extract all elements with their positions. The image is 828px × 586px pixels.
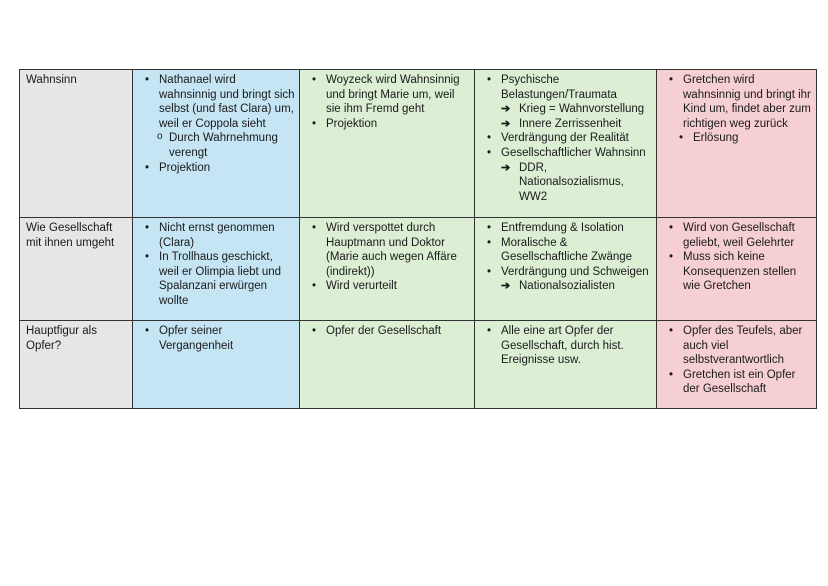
list-item: • Moralische & Gesellschaftliche Zwänge (481, 236, 652, 265)
list-item: • Nicht ernst genommen (Clara) (139, 221, 295, 250)
comparison-table (19, 69, 817, 409)
table-body (20, 70, 817, 409)
list-item: • Entfremdung & Isolation (481, 221, 652, 236)
row-label: Hauptfigur als Opfer? (20, 321, 133, 409)
list-item: • Wird verurteilt (306, 279, 470, 294)
list-item: • Gretchen ist ein Opfer der Gesellschaft (663, 368, 812, 397)
bullet-list (306, 324, 470, 339)
table-cell (300, 70, 475, 218)
table-row-opfer (20, 321, 817, 409)
list-item: • Woyzeck wird Wahnsinnig und bringt Marie um, weil sie ihm Fremd geht (306, 73, 470, 117)
arrow-list-item: ➔ DDR, Nationalsozialismus, WW2 (481, 161, 652, 205)
list-item: • Wird verspottet durch Hauptmann und Doktor (Marie auch wegen Affäre (indirekt)) (306, 221, 470, 279)
table-cell (657, 321, 817, 409)
list-item: • Nathanael wird wahnsinnig und bringt sich selbst (und fast Clara) um, weil er Coppola sieht (139, 73, 295, 131)
list-item: • Gesellschaftlicher Wahnsinn (481, 146, 652, 161)
bullet-list (306, 221, 470, 294)
arrow-list-item: ➔ Innere Zerrissenheit (481, 117, 652, 132)
bullet-list (139, 73, 295, 175)
sub-list-item: o Durch Wahrnehmung verengt (139, 131, 295, 160)
table-cell (133, 321, 300, 409)
arrow-list-item: ➔ Krieg = Wahnvorstellung (481, 102, 652, 117)
table-row-gesellschaft (20, 218, 817, 321)
list-item: • Opfer der Gesellschaft (306, 324, 470, 339)
table-cell (657, 218, 817, 321)
table-cell (133, 218, 300, 321)
list-item: • Gretchen wird wahnsinnig und bringt ihr Kind um, findet aber zum richtigen weg zurück (663, 73, 812, 131)
bullet-list (481, 324, 652, 368)
table-cell (657, 70, 817, 218)
list-item: • Verdrängung der Realität (481, 131, 652, 146)
table-cell (475, 218, 657, 321)
list-item: • Verdrängung und Schweigen (481, 265, 652, 280)
list-item: • Projektion (139, 161, 295, 176)
row-label: Wie Gesellschaft mit ihnen umgeht (20, 218, 133, 321)
table-cell (475, 70, 657, 218)
list-item: • Opfer des Teufels, aber auch viel selbstverantwortlich (663, 324, 812, 368)
table-cell (475, 321, 657, 409)
bullet-list (663, 221, 812, 294)
list-item: • Alle eine art Opfer der Gesellschaft, durch hist. Ereignisse usw. (481, 324, 652, 368)
list-item: • Psychische Belastungen/Traumata (481, 73, 652, 102)
bullet-list (139, 324, 295, 353)
bullet-list (663, 73, 812, 146)
list-item: • Wird von Gesellschaft geliebt, weil Gelehrter (663, 221, 812, 250)
list-item: • In Trollhaus geschickt, weil er Olimpia liebt und Spalanzani erwürgen wollte (139, 250, 295, 308)
bullet-list (481, 221, 652, 294)
list-item: • Erlösung (663, 131, 812, 146)
table-row-wahnsinn (20, 70, 817, 218)
table-cell (133, 70, 300, 218)
bullet-list (139, 221, 295, 309)
table-cell (300, 218, 475, 321)
list-item: • Projektion (306, 117, 470, 132)
table-cell (300, 321, 475, 409)
bullet-list (663, 324, 812, 397)
arrow-list-item: ➔ Nationalsozialisten (481, 279, 652, 294)
bullet-list (481, 73, 652, 204)
row-label: Wahnsinn (20, 70, 133, 218)
list-item: • Opfer seiner Vergangenheit (139, 324, 295, 353)
bullet-list (306, 73, 470, 131)
list-item: • Muss sich keine Konsequenzen stellen wie Gretchen (663, 250, 812, 294)
